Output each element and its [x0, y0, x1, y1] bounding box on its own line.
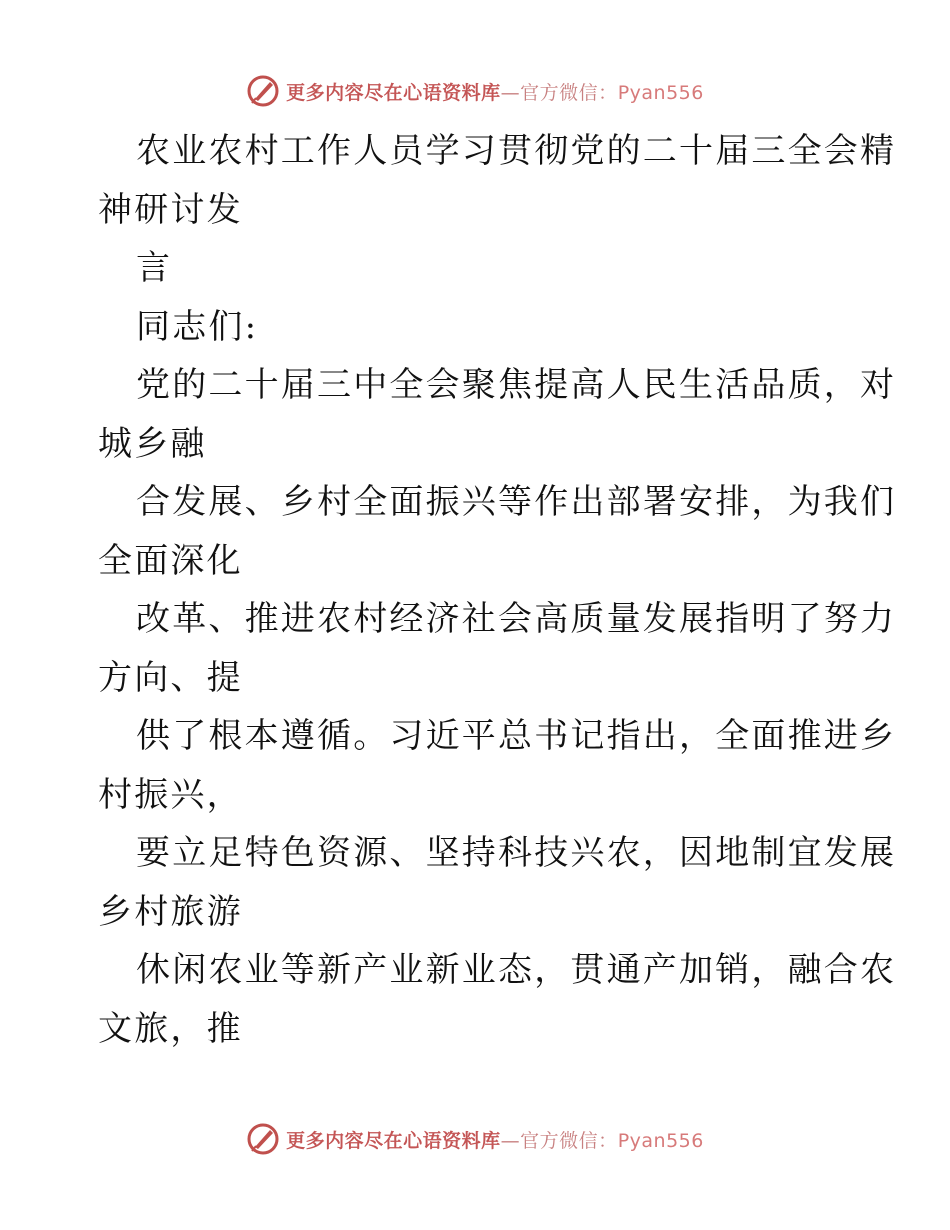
document-line: 乡村旅游: [98, 891, 243, 932]
document-line: 言: [136, 248, 173, 288]
quill-logo-icon: [246, 1122, 280, 1156]
document-line: 村振兴，: [98, 774, 243, 815]
footer-brand-text: 更多内容尽在心语资料库: [286, 1129, 501, 1152]
header-banner-text: [286, 78, 704, 105]
footer-watermark-banner: [0, 1119, 950, 1159]
document-line: 供了根本遵循。习近平总书记指出，全面推进乡: [136, 716, 897, 756]
document-line: 文旅，推: [98, 1008, 243, 1049]
quill-logo-icon: [246, 74, 280, 108]
document-line: 休闲农业等新产业新业态，贯通产加销，融合农: [136, 950, 897, 990]
document-line: 城乡融: [98, 423, 207, 464]
footer-wechat-label: 官方微信：: [520, 1129, 618, 1152]
header-separator: —: [500, 81, 521, 104]
header-wechat-id: Pyan556: [617, 81, 704, 104]
footer-separator: —: [500, 1129, 521, 1152]
document-line: 神研讨发: [98, 189, 243, 230]
document-line: 全面深化: [98, 540, 243, 581]
document-line: 改革、推进农村经济社会高质量发展指明了努力: [136, 599, 897, 639]
document-line: 党的二十届三中全会聚焦提高人民生活品质，对: [136, 365, 897, 405]
document-line: 农业农村工作人员学习贯彻党的二十届三全会精: [136, 131, 897, 171]
document-line: 合发展、乡村全面振兴等作出部署安排，为我们: [136, 482, 897, 522]
footer-wechat-id: Pyan556: [617, 1129, 704, 1152]
header-watermark-banner: [0, 71, 950, 111]
document-body: [98, 122, 897, 1058]
document-line: 方向、提: [98, 657, 243, 698]
document-line: 同志们:: [136, 306, 259, 347]
header-brand-text: 更多内容尽在心语资料库: [286, 81, 501, 104]
header-wechat-label: 官方微信：: [520, 81, 618, 104]
footer-banner-text: [286, 1126, 704, 1153]
document-line: 要立足特色资源、坚持科技兴农，因地制宜发展: [136, 833, 897, 873]
